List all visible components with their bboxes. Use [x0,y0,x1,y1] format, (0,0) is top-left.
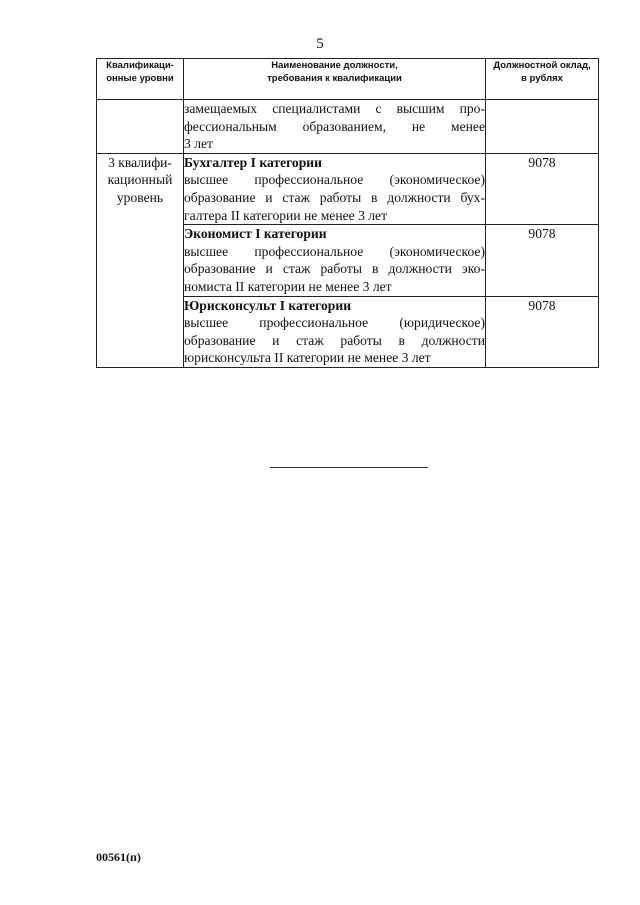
header-name-line: требования к квалификации [267,73,402,84]
header-level-line: онные уровни [106,73,174,84]
position-title: Экономист I категории [184,226,327,242]
text-line: галтера II категории не менее 3 лет [184,207,388,223]
position-legal-advisor [184,296,486,367]
text-line: образование и стаж работы в должности эко- [184,261,485,277]
salary-cell-empty [486,100,599,154]
level-cell-empty [97,100,184,154]
text-line: номиста II категории не менее 3 лет [184,278,392,294]
header-level-line: Квалификаци- [106,60,174,71]
header-name-line: Наименование должности, [271,60,398,71]
header-salary-line: в рублях [521,73,563,84]
header-position-requirements [184,59,486,100]
text-line: фессиональным образованием, не менее [184,118,485,134]
position-economist [184,225,486,296]
table-header-row [97,59,599,100]
salary-value: 9078 [486,225,599,296]
header-salary-line: Должностной оклад, [493,60,591,71]
text-line: замещаемых специалистами с высшим про- [184,101,485,116]
level-label-line: 3 квалифи- [108,154,172,170]
salary-value: 9078 [486,296,599,367]
text-line: высшее профессиональное (юридическое) [184,315,485,331]
closing-rule-divider [270,467,428,468]
text-line: высшее профессиональное (экономическое) [184,243,485,259]
salary-table [96,58,599,368]
level-label-line: уровень [116,189,164,205]
qualification-level-3 [97,153,184,367]
table-row-accountant [97,153,599,224]
position-title: Юрисконсульт I категории [184,297,352,313]
level-label-line: кационный [107,172,173,188]
document-code: 00561(п) [96,850,141,864]
text-line: образование и стаж работы в должности бух- [184,189,485,205]
salary-value: 9078 [486,153,599,224]
page-number: 5 [316,36,324,52]
header-salary [486,59,599,100]
text-line: 3 лет [184,136,213,152]
position-title: Бухгалтер I категории [184,154,322,170]
table-row-continuation [97,100,599,154]
header-qualification-levels [97,59,184,100]
text-line: образование и стаж работы в должности [184,332,485,348]
text-line: высшее профессиональное (экономическое) [184,172,485,188]
continuation-text [184,100,486,154]
position-accountant [184,153,486,224]
text-line: юрисконсульта II категории не менее 3 лет [184,350,431,366]
